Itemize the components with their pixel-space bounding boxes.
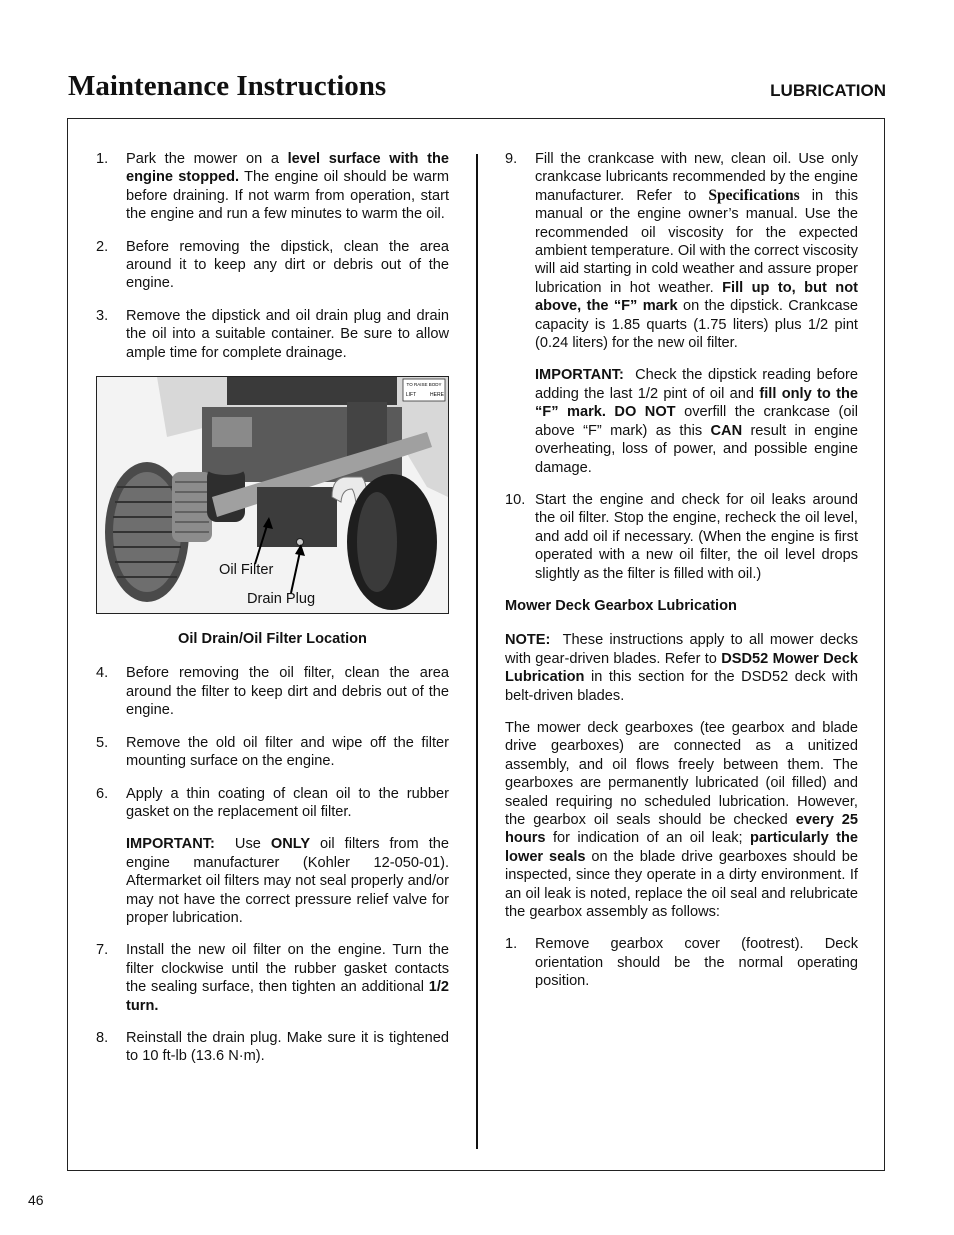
step-text: Reinstall the drain plug. Make sure it is tightened to 10 ft-lb (13.6 N·m). (126, 1029, 449, 1065)
step-text: Park the mower on a level surface with the engine stopped. The engine oil should be warm before draining. If not warm from operation, start the engine and run a few minutes to warm the oil. (126, 151, 450, 223)
step-7 (96, 941, 449, 1015)
step-10 (505, 491, 858, 583)
left-column (96, 150, 449, 1080)
drain-plug-label: Drain Plug (247, 591, 316, 608)
step-4 (96, 664, 449, 719)
step-1 (96, 150, 449, 224)
page-number: 46 (28, 1192, 44, 1208)
step-number: 7. (96, 942, 109, 959)
gearbox-paragraph: The mower deck gearboxes (tee gearbox and blade drive gearboxes) are connected as a unitized assembly, and oil flows freely between them. The gearboxes are permanently lubricated (oil filled) and sealed requiring no scheduled lubrication. However, the gearbox oil seals should be checked every 25 hours for indication of an oil leak; particularly the lower seals on the blade drive gearboxes should be inspected, since they operate in a dirty environment. If an oil leak is noted, replace the oil seal and relubricate the gearbox assembly as follows: (505, 719, 859, 921)
step-number: 6. (96, 785, 109, 802)
step-6 (96, 785, 449, 928)
step-text: Remove the dipstick and oil drain plug and drain the oil into a suitable container. Be sure to allow ample time for complete drainage. (126, 307, 449, 361)
step-text: Fill the crankcase with new, clean oil. Use only crankcase lubricants recommended by the engine manufacturer. Refer to Specifications in this manual or the engine owner’s manual. Use the recommended oil viscosity for the expected ambient temperature. Oil with the correct viscosity will aid starting in cold weather and assure proper lubrication in hot weather. Fill up to, but not above, the “F” mark on the dipstick. Crankcase capacity is 1.85 quarts (1.75 liters) plus 1/2 pint (0.24 liters) for the new oil filter. IMPORTANT: Check the dipstick reading before adding the last 1/2 pint of oil and fill only to the “F” mark. DO NOT overfill the crankcase (oil above “F” mark) as this CAN result in engine overheating, loss of power, and possible engine damage. (535, 151, 863, 476)
step-number: 2. (96, 238, 109, 255)
section-heading: LUBRICATION (770, 81, 886, 100)
step-text: Before removing the oil filter, clean the area around the filter to keep dirt and debris out of the engine. (126, 665, 449, 719)
step-number: 1. (96, 151, 109, 167)
sticker-here: HERE (430, 392, 444, 399)
oil-filter-label: Oil Filter (219, 562, 274, 579)
step-9 (505, 150, 863, 477)
oil-filter-photo (96, 376, 449, 614)
step-text: Apply a thin coating of clean oil to the rubber gasket on the replacement oil filter. IMPORTANT: Use ONLY oil filters from the engine manufacturer (Kohler 12-050-01). Aftermarket oil filters may not seal properly and/or may not have the correct pressure relief valve for proper lubrication. (126, 785, 449, 926)
right-column (505, 150, 863, 1005)
step-number: 8. (96, 1029, 109, 1046)
subsection-heading: Mower Deck Gearbox Lubrication (505, 597, 737, 614)
important-note: IMPORTANT: Check the dipstick reading before adding the last 1/2 pint of oil and fill only to the “F” mark. DO NOT overfill the crankcase (oil above “F” mark) as this CAN result in engine overheating, loss of power, and possible engine damage. (535, 367, 863, 476)
important-note: IMPORTANT: Use ONLY oil filters from the engine manufacturer (Kohler 12-050-01). Aftermarket oil filters may not seal properly and/or may not have the correct pressure relief valve for proper lubrication. (126, 836, 449, 926)
step-number: 5. (96, 734, 109, 751)
step-text: Install the new oil filter on the engine. Turn the filter clockwise until the rubber gasket contacts the sealing surface, then tighten an additional 1/2 turn. (126, 942, 449, 1014)
step-text: Start the engine and check for oil leaks around the oil filter. Stop the engine, recheck the oil level, and add oil if necessary. (When the engine is first operated with a new oil filter, the oil level drops slightly as the filter is filled with oil.) (535, 491, 858, 582)
step-2 (96, 238, 449, 293)
note-paragraph: NOTE: These instructions apply to all mower decks with gear-driven blades. Refer to DSD52 Mower Deck Lubrication in this section for the DSD52 deck with belt-driven blades. (505, 632, 863, 704)
sticker-lift: LIFT (405, 392, 417, 399)
figure-caption: Oil Drain/Oil Filter Location (178, 631, 367, 648)
step-text: Remove the old oil filter and wipe off the filter mounting surface on the engine. (126, 734, 449, 770)
sticker-text: TO RAISE BODY (406, 382, 442, 388)
step-3 (96, 307, 449, 362)
step-5 (96, 734, 449, 771)
step-number: 4. (96, 665, 109, 682)
step-8 (96, 1029, 449, 1066)
page-title: Maintenance Instructions (68, 70, 387, 102)
gearbox-step-1 (505, 935, 858, 990)
step-text: Remove gearbox cover (footrest). Deck orientation should be the normal operating position. (535, 936, 858, 990)
step-number: 9. (505, 151, 518, 167)
column-divider (476, 154, 478, 1149)
step-number: 3. (96, 307, 109, 324)
step-text: Before removing the dipstick, clean the area around it to keep any dirt or debris out of the engine. (126, 238, 449, 292)
step-number: 10. (505, 491, 526, 508)
step-number: 1. (505, 936, 518, 953)
